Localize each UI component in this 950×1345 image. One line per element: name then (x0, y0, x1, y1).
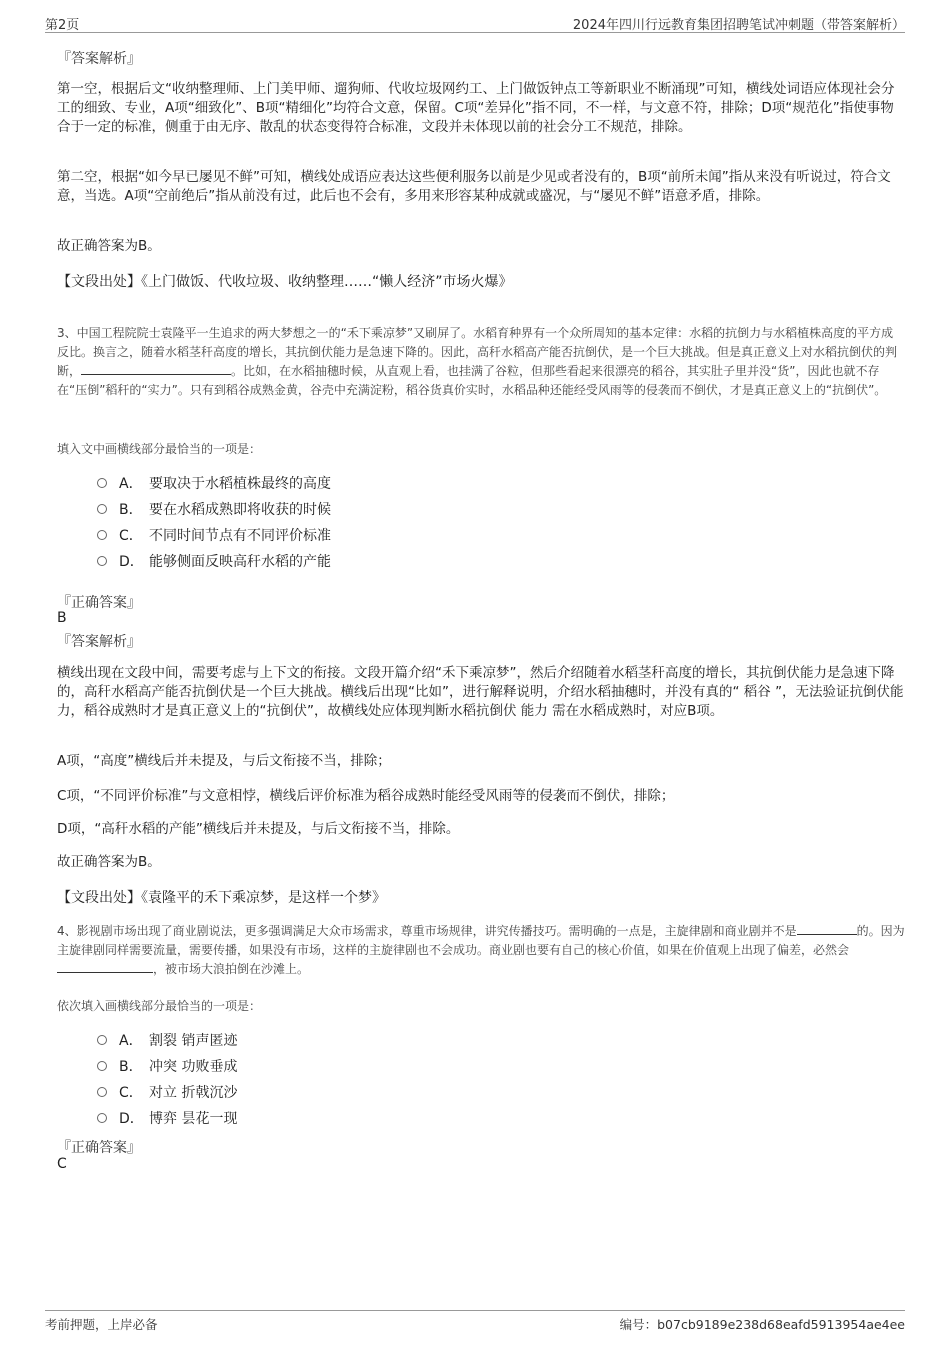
q3-stem: 3、中国工程院院士袁隆平一生追求的两大梦想之一的“禾下乘凉梦”又刷屏了。水稻育种界有一个众所周知的基本定律：水稻的抗倒力与水稻植株高度的平方成反比。换言之，随着水稻茎秆高度的增长，其抗倒伏能力是急速下降的。因此，高秆水稻高产能否抗倒伏，是一个巨大挑战。但是真正意义上对水稻抗倒伏的判断， 。比如，在水稻抽穗时候，从直观上看，也挂满了谷粒，但那些看起来很漂亮的稻谷，其实肚子里并没“货”，因此也就不存在“压倒”稻秆的“实力”。只有到稻谷成熟金黄，谷壳中充满淀粉，稻谷货真价实时，水稻品种还能经受风雨等的侵袭而不倒伏，才是真正意义上的“抗倒伏”。 (57, 326, 898, 397)
q3-analysis-conclusion: 故正确答案为B。 (57, 854, 161, 870)
q3-option-c[interactable]: C． 不同时间节点有不同评价标准 (97, 524, 331, 546)
radio-icon[interactable] (97, 1061, 107, 1071)
radio-icon[interactable] (97, 530, 107, 540)
footer-slogan: 考前押题，上岸必备 (45, 1317, 158, 1332)
q3-source: 【文段出处】《袁隆平的禾下乘凉梦，是这样一个梦》 (57, 890, 386, 906)
q2-analysis-conclusion: 故正确答案为B。 (57, 238, 161, 254)
q4-stem: 4、影视剧市场出现了商业剧说法，更多强调满足大众市场需求，尊重市场规律，讲究传播技巧。需明确的一点是，主旋律剧和商业剧并不是 的。因为主旋律剧同样需要流量，需要传播，如果没有市场，这样的主旋律剧也不会成功。商业剧也要有自己的核心价值，如果在价值观上出现了偏差，必然会，被市场大浪拍倒在沙滩上。 (57, 924, 905, 976)
document-id: 编号：b07cb9189e238d68eafd5913954ae4ee (619, 1317, 905, 1332)
q3-option-b[interactable]: B． 要在水稻成熟即将收获的时候 (97, 498, 331, 520)
radio-icon[interactable] (97, 478, 107, 488)
q4-option-c[interactable]: C． 对立 折戟沉沙 (97, 1081, 237, 1103)
q3-answer: B (57, 610, 67, 626)
q2-source: 【文段出处】《上门做饭、代收垃圾、收纳整理……“懒人经济”市场火爆》 (57, 274, 513, 290)
q3-option-a[interactable]: A． 要取决于水稻植株最终的高度 (97, 472, 331, 494)
q4-option-d[interactable]: D． 博弈 昙花一现 (97, 1107, 237, 1129)
q4-answer-label: 『正确答案』 (57, 1140, 141, 1156)
q3-analysis-p1: 横线出现在文段中间，需要考虑与上下文的衔接。文段开篇介绍“禾下乘凉梦”，然后介绍随着水稻茎秆高度的增长，其抗倒伏能力是急速下降的，高秆水稻高产能否抗倒伏是一个巨大挑战。横线后出现“比如”，进行解释说明，介绍水稻抽穗时，并没有真的“ 稻谷 ”，无法验证抗倒伏能力，稻谷成熟时才是真正意义上的“抗倒伏”，故横线处应体现判断水稻抗倒伏 能力 需在水稻成熟时，对应B项。 (57, 665, 904, 719)
q2-analysis-label: 『答案解析』 (57, 51, 141, 67)
q4-blank-2 (57, 960, 153, 973)
page-footer (45, 1310, 905, 1332)
q3-analysis-c: C项，“不同评价标准”与文意相悖，横线后评价标准为稻谷成熟时能经受风雨等的侵袭而不倒伏，排除； (57, 788, 675, 804)
q3-analysis-d: D项，“高秆水稻的产能”横线后并未提及，与后文衔接不当，排除。 (57, 821, 460, 837)
q3-answer-label: 『正确答案』 (57, 595, 141, 611)
radio-icon[interactable] (97, 1035, 107, 1045)
radio-icon[interactable] (97, 1113, 107, 1123)
q4-blank-1 (797, 922, 857, 935)
q3-analysis-label: 『答案解析』 (57, 634, 141, 650)
page-header (45, 12, 905, 33)
document-title: 2024年四川行远教育集团招聘笔试冲刺题（带答案解析） (572, 18, 905, 33)
radio-icon[interactable] (97, 504, 107, 514)
q4-answer: C (57, 1156, 67, 1172)
radio-icon[interactable] (97, 1087, 107, 1097)
radio-icon[interactable] (97, 556, 107, 566)
q3-analysis-a: A项，“高度”横线后并未提及，与后文衔接不当，排除； (57, 753, 391, 769)
q2-analysis-p1: 第一空，根据后文“收纳整理师、上门美甲师、遛狗师、代收垃圾网约工、上门做饭钟点工等新职业不断涌现”可知，横线处词语应体现社会分工的细致、专业，A项“细致化”、B项“精细化”均符合文意，保留。C项“差异化”指不同，不一样，与文意不符，排除；D项“规范化”指使事物合于一定的标准，侧重于由无序、散乱的状态变得符合标准，文段并未体现以前的社会分工不规范，排除。 (57, 81, 895, 135)
q3-option-d[interactable]: D． 能够侧面反映高秆水稻的产能 (97, 550, 331, 572)
q3-blank (81, 362, 231, 375)
q4-prompt: 依次填入画横线部分最恰当的一项是： (57, 999, 262, 1013)
page-number: 第2页 (45, 18, 80, 33)
q4-option-a[interactable]: A． 割裂 销声匿迹 (97, 1029, 237, 1051)
q2-analysis-p2: 第二空，根据“如今早已屡见不鲜”可知，横线处成语应表达这些便利服务以前是少见或者没有的，B项“前所未闻”指从来没有听说过，符合文意，当选。A项“空前绝后”指从前没有过，此后也不会有，多用来形容某种成就或盛况，与“屡见不鲜”语意矛盾，排除。 (57, 169, 891, 204)
q4-option-b[interactable]: B． 冲突 功败垂成 (97, 1055, 237, 1077)
q3-prompt: 填入文中画横线部分最恰当的一项是： (57, 442, 262, 456)
